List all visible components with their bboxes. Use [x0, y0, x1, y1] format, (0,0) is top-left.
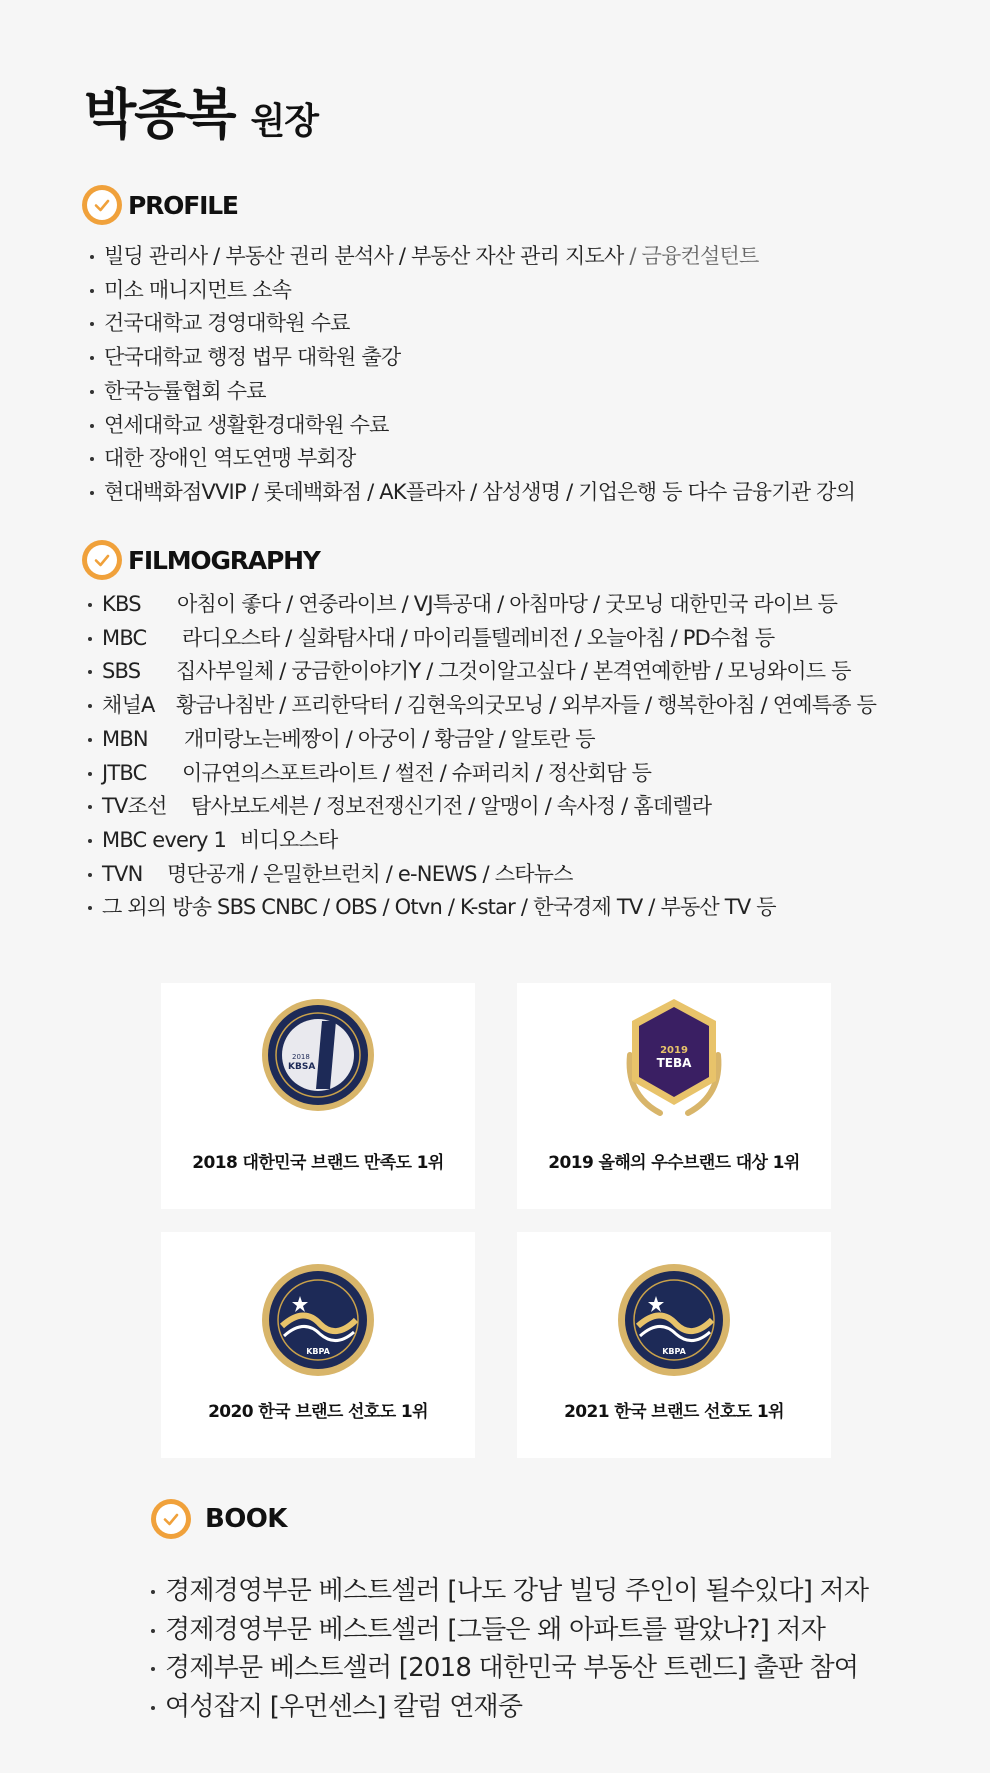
- award-card: [517, 983, 831, 1209]
- award-caption: 2020 한국 브랜드 선호도 1위: [208, 1402, 428, 1422]
- profile-list: [88, 240, 855, 510]
- list-item: TVN 명단공개 / 은밀한브런치 / e-NEWS / 스타뉴스: [86, 858, 876, 892]
- check-circle-icon: [82, 540, 122, 580]
- list-item: 경제부문 베스트셀러 [2018 대한민국 부동산 트렌드] 출판 참여: [149, 1649, 868, 1688]
- book-label: BOOK: [205, 1504, 287, 1534]
- svg-text:KBPA: KBPA: [662, 1347, 686, 1356]
- svg-text:2019: 2019: [660, 1045, 688, 1056]
- check-circle-icon: [151, 1499, 191, 1539]
- list-item: 경제경영부문 베스트셀러 [나도 강남 빌딩 주인이 될수있다] 저자: [149, 1572, 868, 1611]
- check-circle-icon: [82, 185, 122, 225]
- director-title: 원장: [250, 101, 319, 142]
- list-item: 빌딩 관리사 / 부동산 권리 분석사 / 부동산 자산 관리 지도사 / 금융컨설턴트: [88, 240, 855, 274]
- list-item: 단국대학교 행정 법무 대학원 출강: [88, 341, 855, 375]
- list-item: TV조선 탐사보도세븐 / 정보전쟁신기전 / 알맹이 / 속사정 / 홈데렐라: [86, 790, 876, 824]
- book-heading: [151, 1499, 287, 1539]
- svg-text:2018: 2018: [292, 1053, 310, 1061]
- list-item: 미소 매니지먼트 소속: [88, 274, 855, 308]
- list-item: MBC 라디오스타 / 실화탐사대 / 마이리틀텔레비전 / 오늘아침 / PD수첩 등: [86, 622, 876, 656]
- list-item: SBS 집사부일체 / 궁금한이야기Y / 그것이알고싶다 / 본격연예한밤 / 모닝와이드 등: [86, 655, 876, 689]
- filmography-heading: [82, 540, 320, 580]
- list-item: 한국능률협회 수료: [88, 375, 855, 409]
- book-list: [149, 1572, 868, 1726]
- list-item: KBS 아침이 좋다 / 연중라이브 / VJ특공대 / 아침마당 / 굿모닝 대한민국 라이브 등: [86, 588, 876, 622]
- list-item: 경제경영부문 베스트셀러 [그들은 왜 아파트를 팔았나?] 저자: [149, 1611, 868, 1650]
- list-item: MBN 개미랑노는베짱이 / 아궁이 / 황금알 / 알토란 등: [86, 723, 876, 757]
- director-name: 박종복: [84, 83, 235, 146]
- list-item: 건국대학교 경영대학원 수료: [88, 307, 855, 341]
- award-caption: 2019 올해의 우수브랜드 대상 1위: [548, 1153, 800, 1173]
- list-item: 그 외의 방송 SBS CNBC / OBS / Otvn / K-star / 한국경제 TV / 부동산 TV 등: [86, 891, 876, 925]
- list-item: MBC every 1 비디오스타: [86, 824, 876, 858]
- list-item: 대한 장애인 역도연맹 부회장: [88, 442, 855, 476]
- list-item: 현대백화점VVIP / 롯데백화점 / AK플라자 / 삼성생명 / 기업은행 등 다수 금융기관 강의: [88, 476, 855, 510]
- teba-emblem-icon: [616, 995, 732, 1125]
- award-card: [161, 1232, 475, 1458]
- list-item: JTBC 이규연의스포트라이트 / 썰전 / 슈퍼리치 / 정산회담 등: [86, 757, 876, 791]
- filmography-label: FILMOGRAPHY: [128, 545, 320, 575]
- list-item: 채널A 황금나침반 / 프리한닥터 / 김현욱의굿모닝 / 외부자들 / 행복한아침 / 연예특종 등: [86, 689, 876, 723]
- kbsa-emblem-icon: [260, 997, 376, 1113]
- award-card: [161, 983, 475, 1209]
- kbpa-emblem-icon: [260, 1262, 376, 1378]
- filmography-list: [86, 588, 876, 925]
- list-item: 여성잡지 [우먼센스] 칼럼 연재중: [149, 1688, 868, 1727]
- list-item: 연세대학교 생활환경대학원 수료: [88, 409, 855, 443]
- profile-heading: [82, 185, 238, 225]
- svg-text:TEBA: TEBA: [656, 1056, 692, 1070]
- profile-label: PROFILE: [128, 190, 238, 220]
- award-caption: 2018 대한민국 브랜드 만족도 1위: [192, 1153, 444, 1173]
- award-card: [517, 1232, 831, 1458]
- award-caption: 2021 한국 브랜드 선호도 1위: [564, 1402, 784, 1422]
- svg-text:KBSA: KBSA: [288, 1062, 316, 1072]
- svg-text:KBPA: KBPA: [306, 1347, 330, 1356]
- name-row: [84, 72, 318, 149]
- kbpa-emblem-icon: [616, 1262, 732, 1378]
